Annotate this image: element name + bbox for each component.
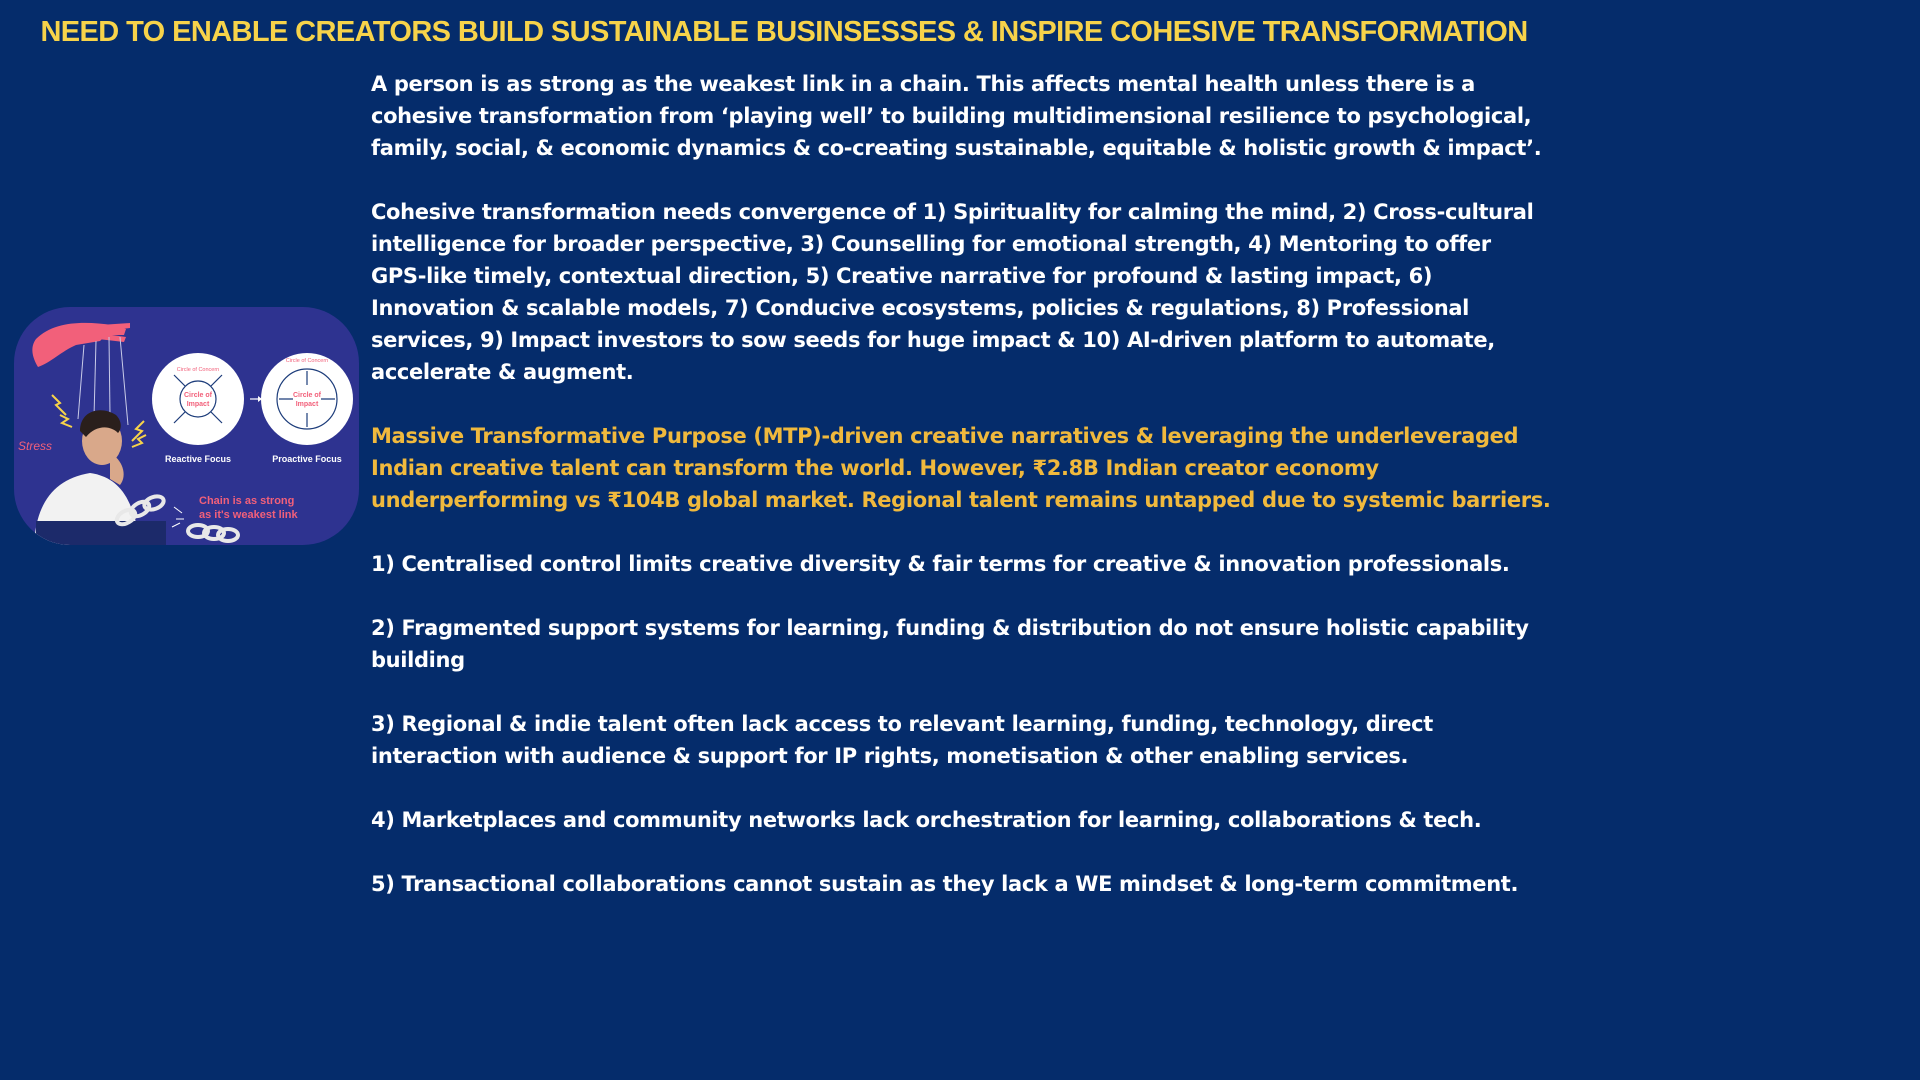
circle-of-concern-label: Circle of Concern [176, 367, 220, 373]
page-title: NEED TO ENABLE CREATORS BUILD SUSTAINABLE BUSINSESSES & INSPIRE COHESIVE TRANSFORMATION [40, 16, 1528, 48]
chain-break-spark-icon [172, 507, 184, 527]
circle-of-impact-label-2-line1: Circle of [292, 392, 322, 399]
puppeteer-hand-icon [32, 323, 130, 367]
main-content [371, 68, 1551, 932]
circle-of-impact-label-2-line2: Impact [295, 401, 319, 408]
circle-of-concern-label-2: Circle of Concern [285, 358, 329, 364]
barrier-item-3: 3) Regional & indie talent often lack access to relevant learning, funding, technology, direct interaction with audience & support for IP rights, monetisation & other enabling services. [371, 712, 1433, 768]
barrier-item-4: 4) Marketplaces and community networks lack orchestration for learning, collaborations & tech. [371, 808, 1482, 832]
stress-illustration [14, 307, 359, 545]
circle-of-impact-label-line1: Circle of [183, 392, 213, 399]
convergence-paragraph: Cohesive transformation needs convergence of 1) Spirituality for calming the mind, 2) Cross-cultural intelligence for broader perspective, 3) Counselling for emotional strength, 4) Mentoring to offer GPS-like timely, contextual direction, 5) Creative narrative for profound & lasting impact, 6) Innovation & scalable models, 7) Conducive ecosystems, policies & regulations, 8) Professional services, 9) Impact investors to sow seeds for huge impact & 10) AI-driven platform to automate, accelerate & augment. [371, 200, 1534, 384]
proactive-focus-diagram [261, 353, 353, 445]
chain-caption-line2: as it's weakest link [199, 509, 298, 521]
circle-of-impact-label-line2: Impact [186, 401, 210, 408]
transition-arrow-icon [250, 396, 262, 402]
intro-paragraph: A person is as strong as the weakest link in a chain. This affects mental health unless there is a cohesive transformation from ‘playing well’ to building multidimensional resilience to psychological, family, social, & economic dynamics & co-creating sustainable, equitable & holistic growth & impact’. [371, 72, 1542, 160]
barrier-item-5: 5) Transactional collaborations cannot sustain as they lack a WE mindset & long-term commitment. [371, 872, 1519, 896]
barrier-item-2: 2) Fragmented support systems for learning, funding & distribution do not ensure holistic capability building [371, 616, 1529, 672]
chain-caption-line1: Chain is as strong [199, 495, 295, 507]
reactive-focus-label: Reactive Focus [164, 454, 232, 464]
proactive-focus-label: Proactive Focus [272, 454, 342, 464]
stressed-person-icon [34, 410, 166, 545]
stress-label: Stress [18, 439, 53, 453]
mtp-highlight-paragraph: Massive Transformative Purpose (MTP)-driven creative narratives & leveraging the underleveraged Indian creative talent can transform the world. However, ₹2.8B Indian creator economy underperforming vs ₹104B global market. Regional talent remains untapped due to systemic barriers. [371, 424, 1551, 512]
reactive-focus-diagram [152, 353, 244, 445]
barrier-item-1: 1) Centralised control limits creative diversity & fair terms for creative & innovation professionals. [371, 552, 1510, 576]
illustration-panel [14, 307, 359, 545]
